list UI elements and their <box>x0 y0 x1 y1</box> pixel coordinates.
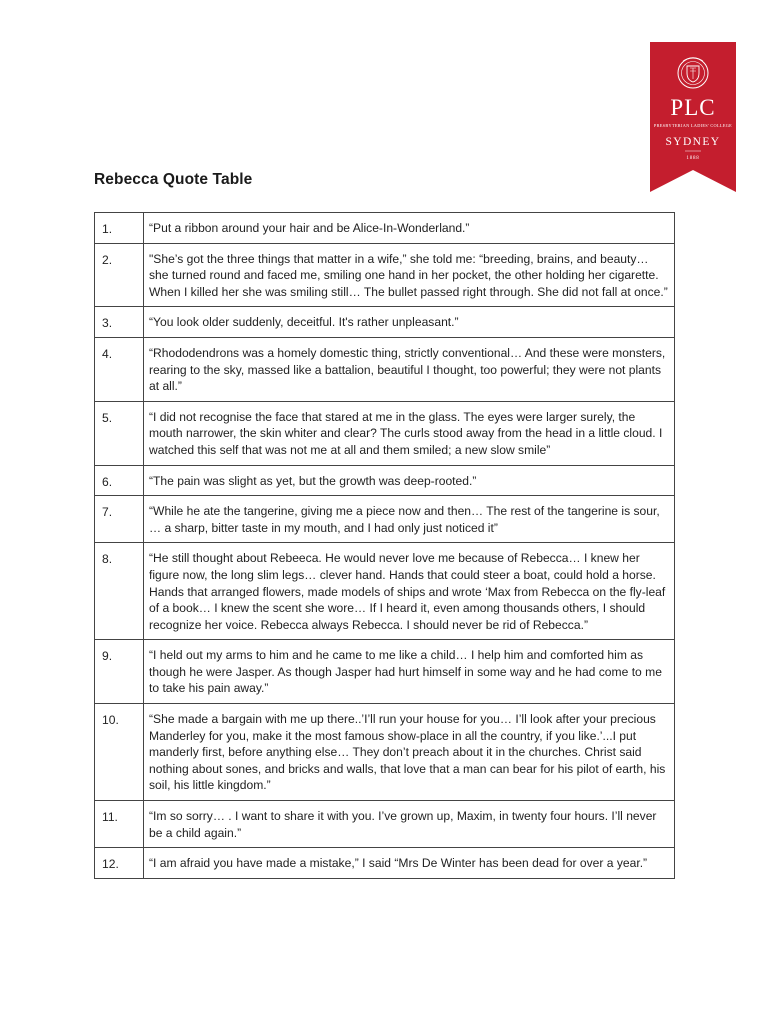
row-number: 4. <box>95 337 144 401</box>
quote-text: “Im so sorry… . I want to share it with you. I’ve grown up, Maxim, in twenty four hours. I’ll never be a child again.” <box>144 801 675 848</box>
row-number: 11. <box>95 801 144 848</box>
quote-text: “Rhododendrons was a homely domestic thing, strictly conventional… And these were monsters, rearing to the sky, massed like a battalion, beautiful I thought, too powerful; they were not plants at all.” <box>144 337 675 401</box>
quote-text: “The pain was slight as yet, but the growth was deep-rooted.” <box>144 465 675 496</box>
row-number: 5. <box>95 401 144 465</box>
row-number: 9. <box>95 640 144 704</box>
table-row <box>95 848 675 879</box>
row-number: 1. <box>95 213 144 244</box>
quote-text: “Put a ribbon around your hair and be Alice-In-Wonderland.” <box>144 213 675 244</box>
row-number: 6. <box>95 465 144 496</box>
logo-brand: PLC <box>670 95 716 120</box>
table-row <box>95 543 675 640</box>
quote-text: “She made a bargain with me up there..’I’ll run your house for you… I’ll look after your precious Manderley for you, make it the most famous show-place in all the country, if you like.’...I put manderly first, before anything else… They don’t preach about it in the churches. Christ said nothing about sones, and bricks and walls, that love that a man can bear for his pilot of earth, his soil, his little kingdom.” <box>144 704 675 801</box>
quote-text: “While he ate the tangerine, giving me a piece now and then… The rest of the tangerine is sour, … a sharp, bitter taste in my mouth, and I had only just noticed it” <box>144 496 675 543</box>
table-row <box>95 704 675 801</box>
table-row <box>95 496 675 543</box>
table-row <box>95 243 675 307</box>
table-row <box>95 801 675 848</box>
table-row <box>95 213 675 244</box>
row-number: 3. <box>95 307 144 338</box>
logo-city: SYDNEY <box>665 136 721 148</box>
quote-text: “I am afraid you have made a mistake,” I said “Mrs De Winter has been dead for over a year.” <box>144 848 675 879</box>
row-number: 12. <box>95 848 144 879</box>
row-number: 7. <box>95 496 144 543</box>
plc-sydney-logo <box>650 42 736 192</box>
quote-text: "She’s got the three things that matter in a wife,” she told me: “breeding, brains, and beauty… she turned round and faced me, smiling one hand in her pocket, the other holding her cigarette. When I killed her she was smiling still… The bullet passed right through. She did not fall at once.” <box>144 243 675 307</box>
table-row <box>95 307 675 338</box>
quote-text: “I did not recognise the face that stared at me in the glass. The eyes were larger surely, the mouth narrower, the skin whiter and clear? The curls stood away from the head in a little cloud. I watched this self that was not me at all and them smiled; a new slow smile” <box>144 401 675 465</box>
page-title: Rebecca Quote Table <box>94 171 253 188</box>
logo-school: PRESBYTERIAN LADIES' COLLEGE <box>653 123 733 128</box>
quote-text: “You look older suddenly, deceitful. It's rather unpleasant.” <box>144 307 675 338</box>
row-number: 8. <box>95 543 144 640</box>
table-row <box>95 465 675 496</box>
table-row <box>95 337 675 401</box>
table-row <box>95 640 675 704</box>
logo-year: 1888 <box>686 156 700 161</box>
row-number: 2. <box>95 243 144 307</box>
logo-banner <box>650 42 736 192</box>
table-row <box>95 401 675 465</box>
row-number: 10. <box>95 704 144 801</box>
quote-text: “He still thought about Rebeeca. He would never love me because of Rebecca… I knew her figure now, the long slim legs… clever hand. Hands that could steer a boat, could hold a horse. Hands that arranged flowers, made models of ships and wrote ‘Max from Rebecca on the fly-leaf of a book… I knew the scent she wore… If I heard it, even among thousands others, I should recognize her voice. Rebecca always Rebecca. I should never be rid of Rebecca.” <box>144 543 675 640</box>
quote-table <box>94 212 675 879</box>
quote-text: “I held out my arms to him and he came to me like a child… I help him and comforted him as though he were Jasper. As though Jasper had hurt himself in some way and he had come to me to take his pain away.” <box>144 640 675 704</box>
